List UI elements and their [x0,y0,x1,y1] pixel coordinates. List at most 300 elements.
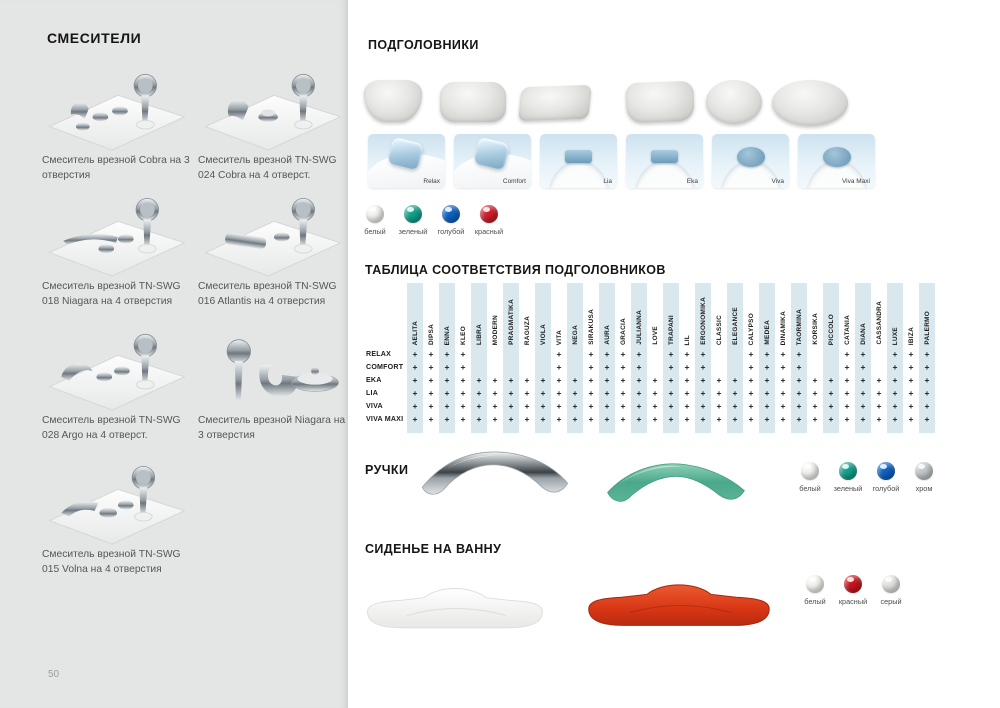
table-column-header [471,283,487,348]
mixer-product [198,326,350,443]
table-cell: + [572,375,578,385]
table-cell: + [732,388,738,398]
table-column-header [583,283,599,348]
table-column-header [839,283,855,348]
headrests-panel [348,0,1000,708]
table-cell: + [540,401,546,411]
table-column-header-label: NEGA [571,325,579,345]
headrest-photo [518,85,592,121]
headrest-model-label: Comfort [502,178,526,185]
seat-colors [796,575,910,606]
table-column-header [503,283,519,348]
table-column-header [791,283,807,348]
handle-chrome-photo [416,448,574,508]
table-column-header-label: CALYPSO [747,312,755,345]
table-cell: + [860,414,866,424]
headrest-tile [712,134,789,188]
table-cell: + [924,375,930,385]
color-label: красный [838,597,868,606]
table-cell: + [700,414,706,424]
color-swatch-item [905,462,943,493]
product-caption: Смеситель врезной Niagara на 3 отверстия [198,415,346,441]
table-cell: + [764,362,770,372]
table-cell [727,348,743,361]
headrest-model-label: Viva Maxi [841,178,870,185]
color-dot [844,575,862,593]
table-cell: + [412,401,418,411]
color-dot [877,462,895,480]
headrest-model-label: Lia [603,178,612,185]
table-column [679,283,695,433]
color-swatch-item [394,205,432,236]
seat-title: СИДЕНЬЕ НА ВАННУ [365,542,502,556]
table-cell [471,361,487,374]
table-column [551,283,567,433]
faucet-photo [42,326,194,412]
table-cell: + [844,414,850,424]
table-column [471,283,487,433]
table-cell: + [828,414,834,424]
table-cell: + [876,388,882,398]
table-cell: + [796,414,802,424]
table-column-header-label: IBIZA [907,326,915,345]
color-dot [442,205,460,223]
table-column-header [759,283,775,348]
product-caption: Смеситель врезной TN-SWG 024 Cobra на 4 отверст. [198,155,337,181]
table-cell: + [652,388,658,398]
color-swatch-item [432,205,470,236]
table-cell: + [668,362,674,372]
color-label: голубой [437,227,465,236]
table-cell: + [780,401,786,411]
mixer-product [42,192,194,309]
table-cell: + [892,388,898,398]
table-column [583,283,599,433]
headrest-colors [356,205,508,236]
table-cell [711,361,727,374]
table-cell: + [876,401,882,411]
table-column-header [423,283,439,348]
table-column [855,283,871,433]
table-column-header-label: AELITA [411,320,419,345]
table-cell: + [492,375,498,385]
headrest-model-label: Relax [423,178,440,185]
table-column-header [903,283,919,348]
table-column [823,283,839,433]
table-cell: + [556,401,562,411]
table-cell: + [428,349,434,359]
table-column-header-label: AURA [603,325,611,345]
table-column-header-label: VIOLA [539,323,547,345]
table-cell [727,361,743,374]
table-column-header-label: MEDEA [763,320,771,345]
mixer-product [42,326,194,443]
table-cell: + [668,349,674,359]
table-cell: + [908,414,914,424]
table-column [535,283,551,433]
table-column-header-label: CASSANDRA [875,301,883,345]
table-cell: + [700,388,706,398]
table-cell [807,348,823,361]
table-column-header [679,283,695,348]
table-column-header-label: KORSIKA [811,313,819,345]
table-column-header-label: LOVE [651,326,659,345]
table-column [519,283,535,433]
table-column-header [775,283,791,348]
table-column-header-label: ELEGANCE [731,307,739,345]
color-label: зеленый [833,484,863,493]
table-cell: + [604,349,610,359]
table-column-header [455,283,471,348]
table-column-header [519,283,535,348]
table-cell: + [716,401,722,411]
table-cell: + [732,401,738,411]
table-cell: + [588,349,594,359]
faucet-photo [42,460,194,546]
table-column [887,283,903,433]
table-cell: + [508,388,514,398]
table-column-header [647,283,663,348]
table-cell: + [684,375,690,385]
table-cell: + [844,362,850,372]
table-cell: + [556,414,562,424]
table-cell: + [892,401,898,411]
table-cell: + [636,388,642,398]
table-cell: + [812,375,818,385]
page-number: 50 [48,669,60,680]
table-cell: + [828,375,834,385]
table-cell: + [812,388,818,398]
table-cell: + [668,414,674,424]
table-cell [519,348,535,361]
table-column [631,283,647,433]
table-column [759,283,775,433]
table-cell: + [460,375,466,385]
table-cell [823,348,839,361]
table-cell: + [444,349,450,359]
table-column-header [727,283,743,348]
mixers-title: СМЕСИТЕЛИ [47,30,142,46]
table-cell: + [444,375,450,385]
table-cell: + [908,375,914,385]
headrest-tile [368,134,445,188]
headrest-photo [440,82,506,122]
table-cell [471,348,487,361]
table-cell: + [620,375,626,385]
color-swatch-item [356,205,394,236]
product-caption: Смеситель врезной TN-SWG 016 Atlantis на 4 отверстия [198,281,337,307]
table-cell: + [556,388,562,398]
headrest-blue [823,147,851,167]
table-column [743,283,759,433]
headrest-photo [625,81,694,123]
table-cell: + [604,375,610,385]
table-cell [567,348,583,361]
table-cell: + [620,349,626,359]
color-swatch-item [470,205,508,236]
table-cell [807,361,823,374]
table-cell: + [764,375,770,385]
table-cell: + [524,375,530,385]
table-cell: + [444,362,450,372]
color-dot [882,575,900,593]
table-cell: + [764,414,770,424]
table-corner [365,283,407,348]
table-cell: + [588,414,594,424]
table-column-header-label: DIANA [859,323,867,345]
table-column [407,283,423,433]
table-column-header [823,283,839,348]
table-column-header-label: CATANIA [843,315,851,345]
table-row-label: EKA [366,376,382,384]
table-cell: + [524,388,530,398]
headrest-photos-row [348,78,1000,128]
table-cell: + [924,349,930,359]
color-swatch-item [796,575,834,606]
table-column-header-label: ENNA [443,325,451,345]
table-cell: + [652,414,658,424]
table-column-header-label: LUXE [891,326,899,345]
table-column-header-label: RAGUZA [523,315,531,345]
table-cell: + [556,349,562,359]
table-cell: + [524,401,530,411]
table-cell [503,348,519,361]
table-row-label: RELAX [366,350,392,358]
table-column-header [807,283,823,348]
table-column-header [919,283,935,348]
table-column-header [535,283,551,348]
table-row-label: COMFORT [366,363,404,371]
table-cell [567,361,583,374]
table-cell: + [668,388,674,398]
table-column-header [743,283,759,348]
table-cell: + [684,362,690,372]
table-column [711,283,727,433]
table-column-header [407,283,423,348]
color-label: зеленый [398,227,428,236]
table-cell: + [780,414,786,424]
table-cell: + [924,401,930,411]
table-column-header-label: LIBRA [475,323,483,345]
table-cell: + [604,401,610,411]
color-dot [404,205,422,223]
table-column-header-label: PICCOLO [827,313,835,345]
table-cell: + [668,401,674,411]
color-swatch-item [829,462,867,493]
color-dot [366,205,384,223]
table-column-header [663,283,679,348]
table-row-label: LIA [366,389,379,397]
table-cell: + [428,414,434,424]
table-cell: + [588,375,594,385]
handles-title: РУЧКИ [365,463,409,477]
table-cell: + [796,362,802,372]
table-column-header [631,283,647,348]
table-cell: + [460,414,466,424]
table-column [695,283,711,433]
table-cell: + [684,414,690,424]
table-column-header [695,283,711,348]
table-cell: + [636,414,642,424]
table-cell: + [444,401,450,411]
table-cell: + [588,388,594,398]
table-column [487,283,503,433]
table-column-header-label: VITA [555,329,563,345]
faucet-photo [42,192,194,278]
table-column [647,283,663,433]
table-cell: + [492,388,498,398]
table-title: ТАБЛИЦА СООТВЕТСТВИЯ ПОДГОЛОВНИКОВ [365,263,666,277]
table-column-header-label: PALERMO [923,311,931,345]
table-column [567,283,583,433]
table-cell: + [492,414,498,424]
table-column [727,283,743,433]
table-column-header-label: CLASSIC [715,314,723,345]
table-cell: + [716,375,722,385]
table-cell: + [732,375,738,385]
table-cell: + [428,362,434,372]
table-column [663,283,679,433]
table-cell: + [860,362,866,372]
color-swatch-item [791,462,829,493]
color-label: белый [799,484,821,493]
table-column [839,283,855,433]
table-column-header [711,283,727,348]
table-column-header [615,283,631,348]
table-cell: + [508,414,514,424]
table-cell: + [700,375,706,385]
headrests-title: ПОДГОЛОВНИКИ [368,38,479,52]
table-cell [487,361,503,374]
table-cell: + [444,388,450,398]
table-cell: + [460,388,466,398]
table-cell: + [796,401,802,411]
table-cell: + [476,388,482,398]
table-cell: + [588,362,594,372]
headrest-tile [798,134,875,188]
table-column-header-label: DIPSA [427,323,435,345]
table-cell: + [716,414,722,424]
table-cell: + [908,362,914,372]
table-cell: + [684,388,690,398]
mixer-product [42,460,194,577]
table-column-header-label: PRAGMATIKA [507,299,515,345]
table-cell: + [476,375,482,385]
table-cell: + [780,388,786,398]
table-cell: + [732,414,738,424]
table-column [615,283,631,433]
color-dot [915,462,933,480]
table-cell: + [796,375,802,385]
table-cell: + [844,375,850,385]
headrest-photo [772,80,848,126]
table-cell: + [620,401,626,411]
table-column-header [871,283,887,348]
table-column-header [487,283,503,348]
table-cell: + [540,388,546,398]
table-column-header [887,283,903,348]
color-dot [839,462,857,480]
headrest-photo [364,80,422,122]
table-column-header-label: GRACIA [619,317,627,345]
table-cell: + [844,388,850,398]
table-cell: + [876,414,882,424]
color-label: красный [474,227,504,236]
table-cell: + [892,414,898,424]
table-column-header [855,283,871,348]
table-cell: + [860,401,866,411]
color-label: серый [880,597,902,606]
table-cell: + [412,388,418,398]
table-cell: + [524,414,530,424]
table-column-header-label: ERGONOMIKA [699,297,707,345]
table-cell: + [572,414,578,424]
handle-green-photo [600,458,752,513]
table-cell: + [796,349,802,359]
mixers-panel [0,0,348,708]
table-cell: + [636,401,642,411]
table-column-header [551,283,567,348]
table-row-label: VIVA [366,402,383,410]
table-cell [647,361,663,374]
table-column-header-label: TRAPANI [667,314,675,345]
color-label: белый [364,227,386,236]
table-cell [503,361,519,374]
table-cell: + [604,388,610,398]
table-cell: + [460,401,466,411]
mixer-product [42,66,194,183]
color-dot [480,205,498,223]
table-cell: + [412,414,418,424]
table-cell: + [508,401,514,411]
table-cell: + [700,349,706,359]
table-cell: + [780,349,786,359]
table-cell: + [620,388,626,398]
table-cell: + [780,375,786,385]
product-caption: Смеситель врезной TN-SWG 028 Argo на 4 отверст. [42,415,181,441]
table-cell: + [444,414,450,424]
table-cell [871,348,887,361]
table-cell: + [892,349,898,359]
table-cell: + [796,388,802,398]
table-cell: + [428,388,434,398]
table-cell: + [652,401,658,411]
color-swatch-item [867,462,905,493]
table-cell: + [604,362,610,372]
headrest-blue [737,147,765,167]
table-cell: + [700,401,706,411]
table-cell [535,348,551,361]
table-column-header-label: SIRAKUSA [587,309,595,345]
table-cell: + [652,375,658,385]
product-caption: Смеситель врезной TN-SWG 018 Niagara на 4 отверстия [42,281,181,307]
faucet-photo [198,66,350,152]
table-cell: + [716,388,722,398]
headrest-blue [565,150,592,163]
table-cell: + [892,375,898,385]
table-cell [711,348,727,361]
headrest-tile [454,134,531,188]
table-column [807,283,823,433]
table-cell: + [924,362,930,372]
table-cell: + [572,401,578,411]
table-cell: + [636,362,642,372]
table-cell: + [924,414,930,424]
table-column-header-label: DINAMIKA [779,310,787,345]
table-cell: + [684,349,690,359]
table-cell: + [764,401,770,411]
table-cell: + [860,349,866,359]
